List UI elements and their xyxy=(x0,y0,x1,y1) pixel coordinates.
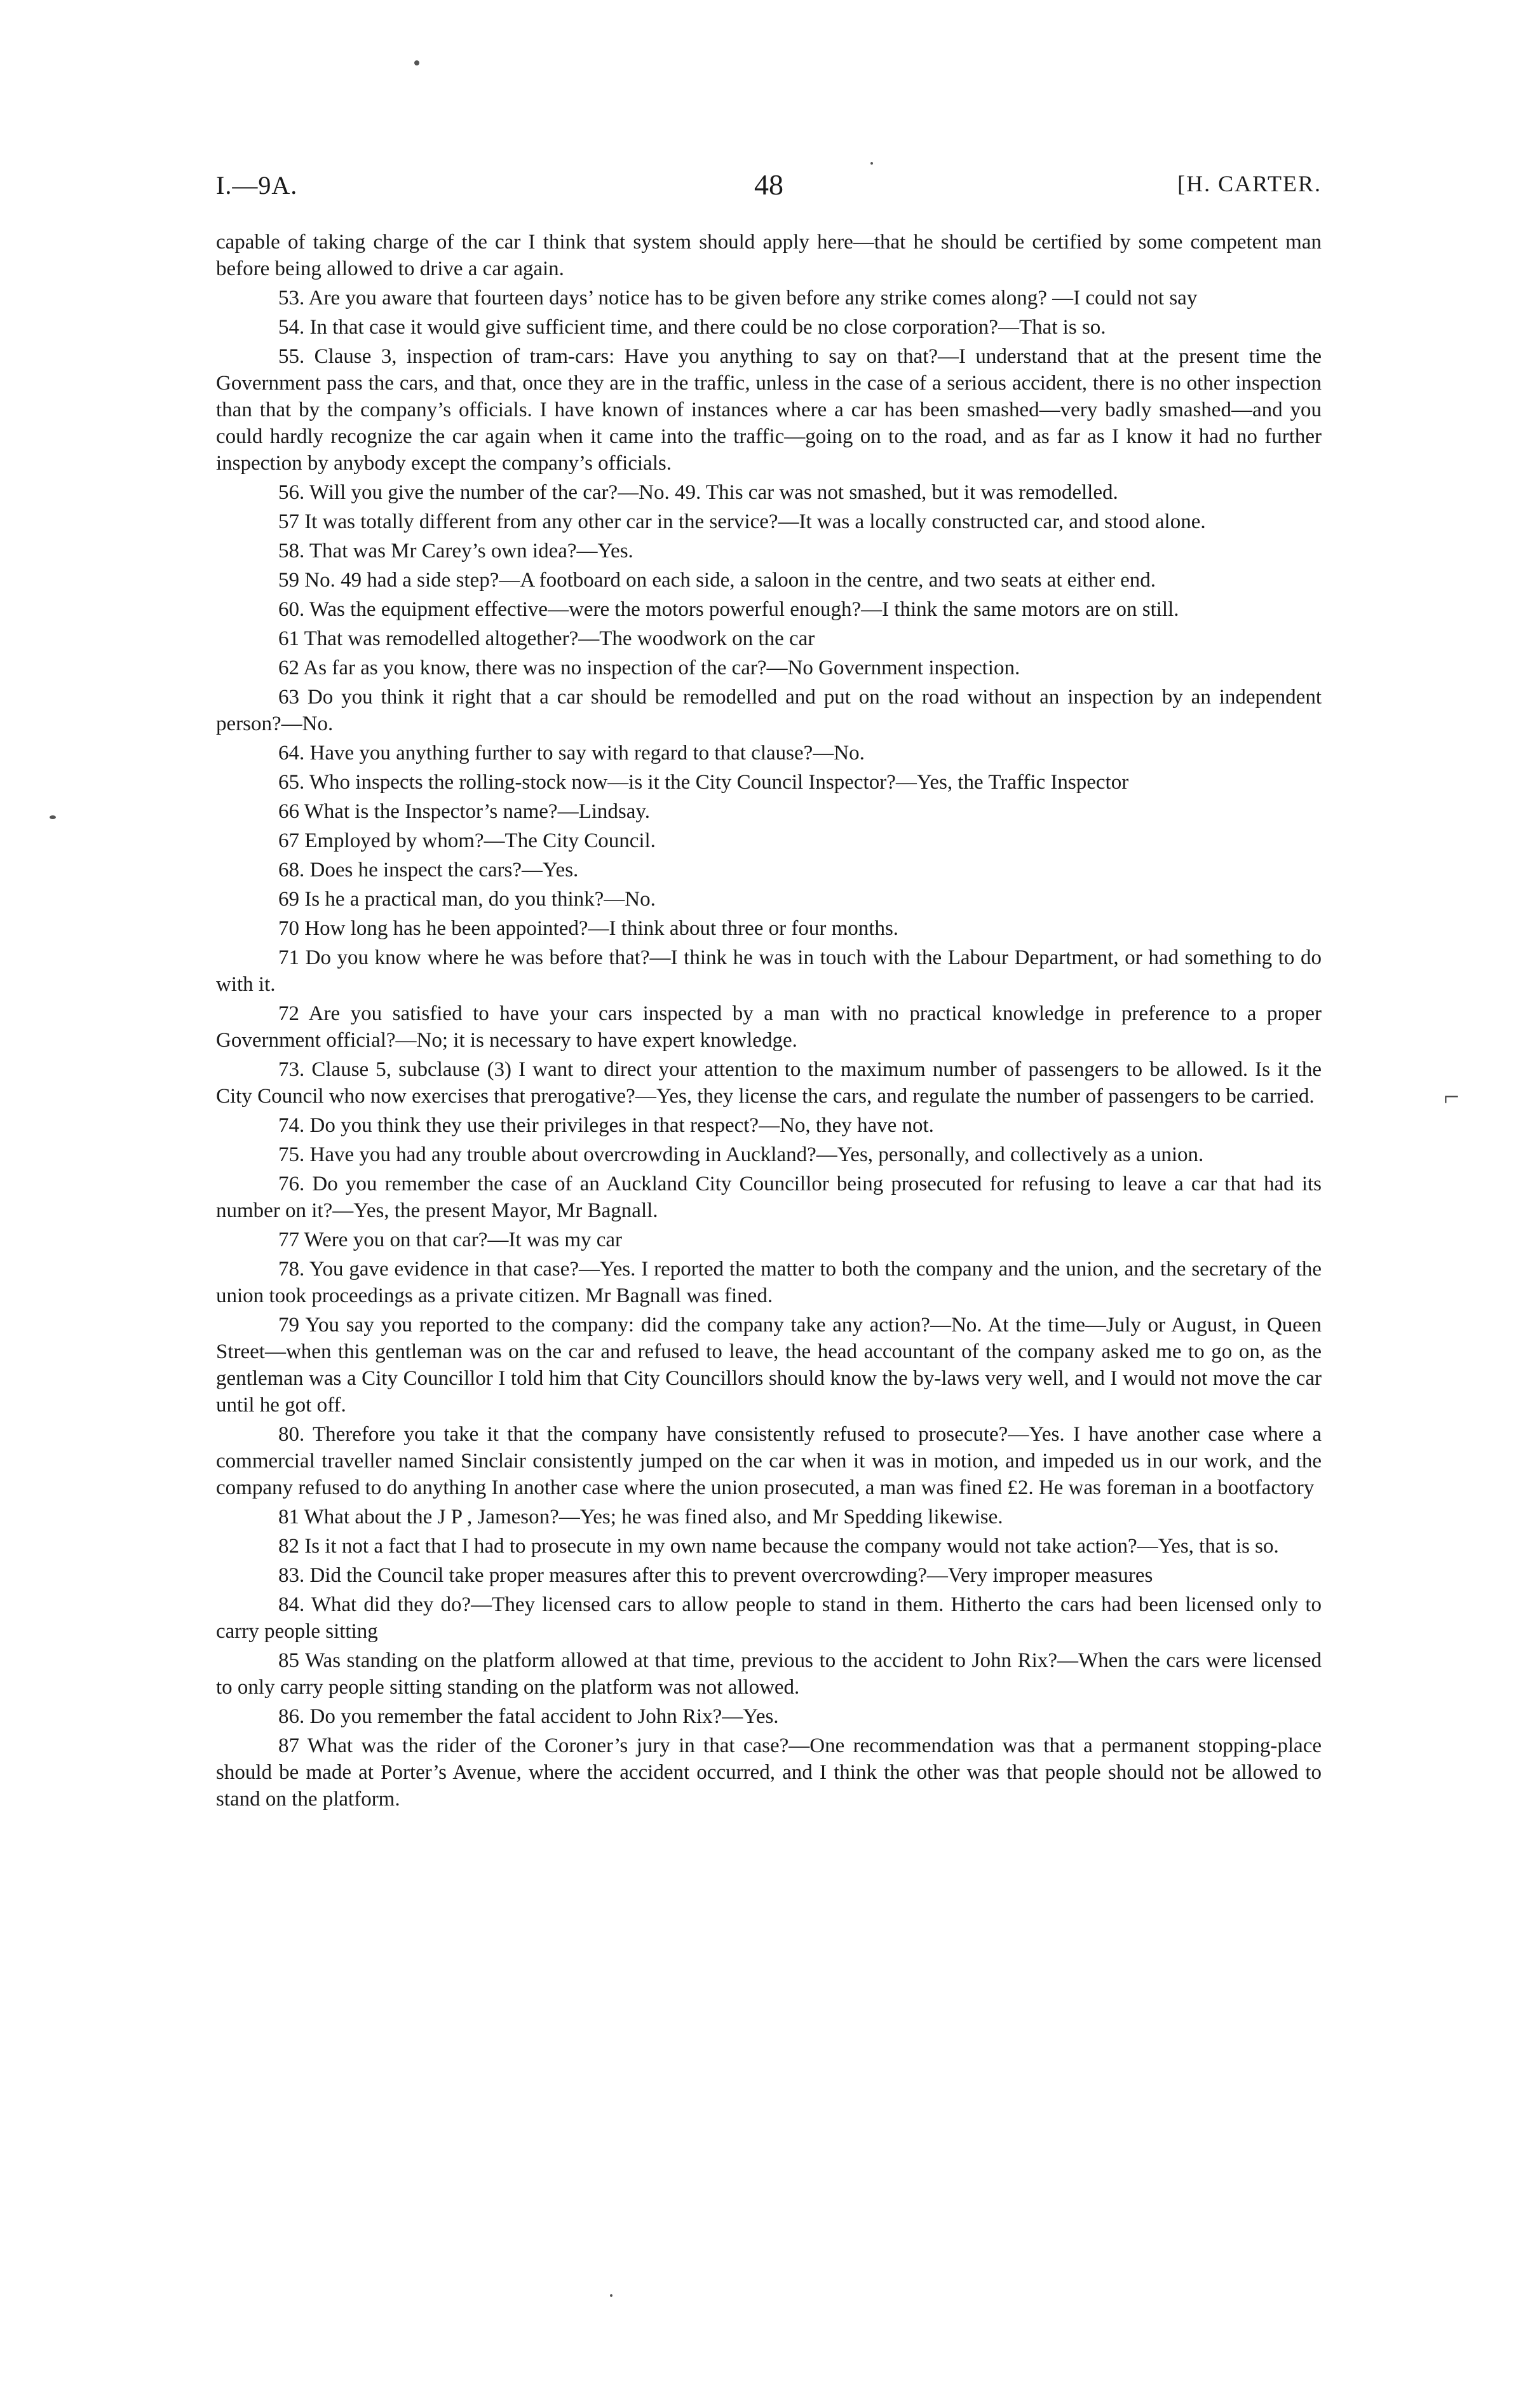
paragraph: 76. Do you remember the case of an Auckland City Councillor being prosecuted for refusing to leave a car that had its number on it?—Yes, the present Mayor, Mr Bagnall. xyxy=(216,1173,1322,1222)
paragraph: 77 Were you on that car?—It was my car xyxy=(278,1228,623,1251)
paragraph: 57 It was totally different from any other car in the service?—It was a locally constructed car, and stood alone. xyxy=(278,510,1206,533)
paragraph: 65. Who inspects the rolling-stock now—is it the City Council Inspector?—Yes, the Traffic Inspector xyxy=(278,771,1129,794)
paragraph: 74. Do you think they use their privileges in that respect?—No, they have not. xyxy=(278,1114,934,1137)
witness-name: [H. CARTER. xyxy=(1177,171,1322,196)
paragraph: 56. Will you give the number of the car?—No. 49. This car was not smashed, but it was remodelled. xyxy=(278,481,1118,504)
paragraph: 87 What was the rider of the Coroner’s jury in that case?—One recommendation was that a permanent stopping-place should be made at Porter’s Avenue, where the accident occurred, and I think the other was that people should not be allowed to stand on the platform. xyxy=(216,1734,1322,1811)
paragraph: 53. Are you aware that fourteen days’ notice has to be given before any strike comes along? —I could not say xyxy=(278,287,1198,310)
page-number: 48 xyxy=(754,168,783,201)
paragraph: capable of taking charge of the car I think that system should apply here—that he should be certified by some competent man before being allowed to drive a car again. xyxy=(216,231,1322,280)
paragraph: 55. Clause 3, inspection of tram-cars: Have you anything to say on that?—I understand that at the present time the Government pass the cars, and that, once they are in the traffic, unless in the case of a serious accident, there is no other inspection than that by the company’s officials. I have known of instances where a car has been smashed—very badly smashed—and you could hardly recognize the car again when it came into the traffic—going on to the road, and as far as I know it had no further inspection by anybody except the company’s officials. xyxy=(216,345,1322,475)
document-reference: I.—9A. xyxy=(216,171,298,200)
paragraph: 86. Do you remember the fatal accident to John Rix?—Yes. xyxy=(278,1705,779,1728)
paragraph: 79 You say you reported to the company: did the company take any action?—No. At the time—July or August, in Queen Street—when this gentleman was on the car and refused to leave, the head accountant of the company asked me to go on, as the gentleman was a City Councillor I told him that City Councillors should know the by-laws very well, and I would not move the car until he got off. xyxy=(216,1314,1322,1417)
paragraph: 58. That was Mr Carey’s own idea?—Yes. xyxy=(278,540,633,562)
paragraph: 81 What about the J P , Jameson?—Yes; he was fined also, and Mr Spedding likewise. xyxy=(278,1506,1003,1528)
paragraph: 60. Was the equipment effective—were the motors powerful enough?—I think the same motors are on still. xyxy=(278,598,1179,621)
paragraph: 71 Do you know where he was before that?—I think he was in touch with the Labour Department, or had something to do with it. xyxy=(216,946,1322,996)
body-text xyxy=(216,229,1322,1815)
paragraph: 70 How long has he been appointed?—I think about three or four months. xyxy=(278,917,899,940)
paragraph: 82 Is it not a fact that I had to prosecute in my own name because the company would not take action?—Yes, that is so. xyxy=(278,1535,1279,1558)
scan-mark: ⌐ xyxy=(1444,1081,1459,1112)
paragraph: 75. Have you had any trouble about overcrowding in Auckland?—Yes, personally, and collectively as a union. xyxy=(278,1143,1204,1166)
paragraph: 66 What is the Inspector’s name?—Lindsay. xyxy=(278,800,650,823)
paragraph: 84. What did they do?—They licensed cars to allow people to stand in them. Hitherto the cars had been licensed only to carry people sitting xyxy=(216,1593,1322,1643)
paragraph: 73. Clause 5, subclause (3) I want to direct your attention to the maximum number of passengers to be allowed. Is it the City Council who now exercises that prerogative?—Yes, they license the cars, and regulate the number of passengers to be carried. xyxy=(216,1058,1322,1108)
page-header xyxy=(216,170,1322,215)
paragraph: 80. Therefore you take it that the company have consistently refused to prosecute?—Yes. I have another case where a commercial traveller named Sinclair consistently jumped on the car when it was in motion, and impeded us in our work, and the company refused to do anything In another case where the union prosecuted, a man was fined £2. He was foreman in a bootfactory xyxy=(216,1423,1322,1499)
paragraph: 59 No. 49 had a side step?—A footboard on each side, a saloon in the centre, and two seats at either end. xyxy=(278,569,1156,592)
paragraph: 62 As far as you know, there was no inspection of the car?—No Government inspection. xyxy=(278,656,1020,679)
paragraph: 63 Do you think it right that a car should be remodelled and put on the road without an inspection by an independent person?—No. xyxy=(216,686,1322,735)
scan-speck xyxy=(50,815,56,819)
paragraph: 78. You gave evidence in that case?—Yes. I reported the matter to both the company and the union, and the secretary of the union took proceedings as a private citizen. Mr Bagnall was fined. xyxy=(216,1258,1322,1307)
paragraph: 69 Is he a practical man, do you think?—No. xyxy=(278,888,656,911)
paragraph: 72 Are you satisfied to have your cars inspected by a man with no practical knowledge in preference to a proper Government official?—No; it is necessary to have expert knowledge. xyxy=(216,1002,1322,1052)
paragraph: 85 Was standing on the platform allowed at that time, previous to the accident to John Rix?—When the cars were licensed to only carry people sitting standing on the platform was not allowed. xyxy=(216,1649,1322,1699)
paragraph: 61 That was remodelled altogether?—The woodwork on the car xyxy=(278,627,815,650)
paragraph: 68. Does he inspect the cars?—Yes. xyxy=(278,859,579,881)
scan-speck xyxy=(414,60,419,65)
paragraph: 67 Employed by whom?—The City Council. xyxy=(278,829,656,852)
scan-speck xyxy=(610,2294,612,2297)
paragraph: 54. In that case it would give sufficient time, and there could be no close corporation?—That is so. xyxy=(278,316,1106,339)
scan-speck xyxy=(870,162,873,165)
paragraph: 64. Have you anything further to say with regard to that clause?—No. xyxy=(278,742,865,765)
paragraph: 83. Did the Council take proper measures after this to prevent overcrowding?—Very improper measures xyxy=(278,1564,1153,1587)
